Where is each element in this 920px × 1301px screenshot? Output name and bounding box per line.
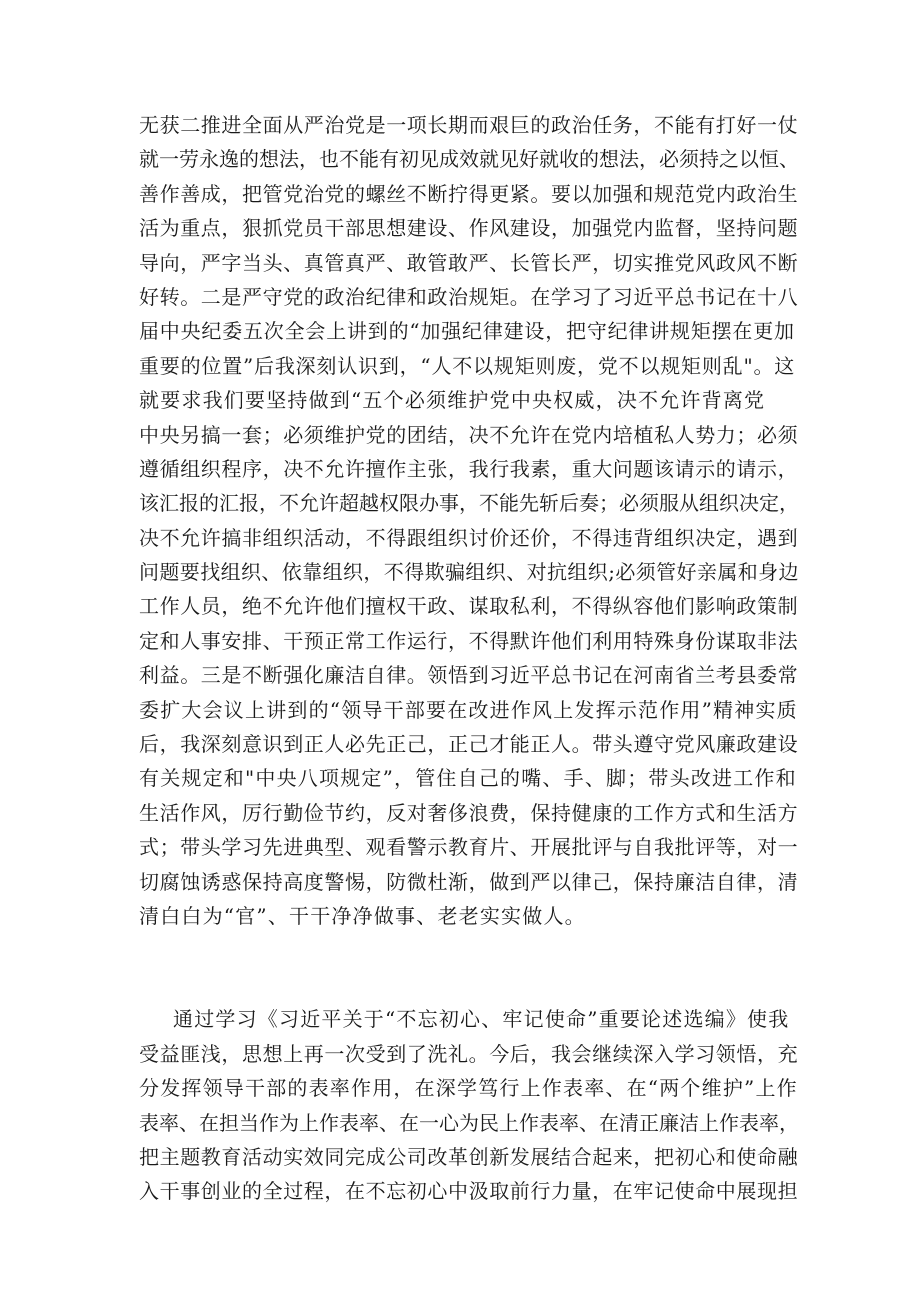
- text-line: 定和人事安排、干预正常工作运行，不得默许他们利用特殊身份谋取非法: [139, 628, 799, 653]
- text-line: 委扩大会议上讲到的“领导干部要在改进作风上发挥示范作用”精神实质: [139, 697, 798, 722]
- text-line: 利益。三是不断强化廉洁自律。领悟到习近平总书记在河南省兰考县委常: [139, 663, 799, 688]
- text-line: 通过学习《习近平关于“不忘初心、牢记使命”重要论述选编》使我: [173, 1007, 790, 1032]
- text-line: 就一劳永逸的想法，也不能有初见成效就见好就收的想法，必须持之以恒、: [139, 147, 799, 172]
- text-line: 清白白为“官”、干干净净做事、老老实实做人。: [139, 903, 586, 928]
- text-line: 后，我深刻意识到正人必先正己，正己才能正人。带头遵守党风廉政建设: [139, 732, 799, 757]
- text-line: 善作善成，把管党治党的螺丝不断拧得更紧。要以加强和规范党内政治生: [139, 181, 799, 206]
- text-line: 受益匪浅，思想上再一次受到了洗礼。今后，我会继续深入学习领悟，充: [139, 1041, 799, 1066]
- text-line: 遵循组织程序，决不允许擅作主张，我行我素，重大问题该请示的请示，: [139, 456, 799, 481]
- text-line: 表率、在担当作为上作表率、在一心为民上作表率、在清正廉洁上作表率，: [139, 1110, 799, 1135]
- text-line: 生活作风，厉行勤俭节约，反对奢侈浪费，保持健康的工作方式和生活方: [139, 800, 799, 825]
- paragraph-1: [139, 108, 799, 933]
- paragraph-2: [139, 1002, 799, 1208]
- text-line: 切腐蚀诱惑保持高度警惕，防微杜渐，做到严以律己，保持廉洁自律，清: [139, 869, 799, 894]
- text-line: 导向，严字当头、真管真严、敢管敢严、长管长严，切实推党风政风不断: [139, 250, 799, 275]
- text-line: 问题要找组织、依靠组织，不得欺骗组织、对抗组织;必须管好亲属和身边: [139, 560, 799, 585]
- text-line: 分发挥领导干部的表率作用，在深学笃行上作表率、在“两个维护”上作: [139, 1076, 798, 1101]
- paragraph-spacer: [139, 933, 799, 1002]
- document-body: [139, 108, 799, 1209]
- text-line: 无获二推进全面从严治党是一项长期而艰巨的政治任务，不能有打好一仗: [139, 113, 799, 137]
- text-line: 入干事创业的全过程，在不忘初心中汲取前行力量，在牢记使命中展现担: [139, 1179, 799, 1204]
- text-line: 就要求我们要坚持做到“五个必须维护党中央权威，决不允许背离党: [139, 388, 766, 413]
- text-line: 把主题教育活动实效同完成公司改革创新发展结合起来，把初心和使命融: [139, 1144, 799, 1169]
- text-line: 中央另搞一套；必须维护党的团结，决不允许在党内培植私人势力；必须: [139, 422, 799, 447]
- text-line: 届中央纪委五次全会上讲到的“加强纪律建设，把守纪律讲规矩摆在更加: [139, 319, 795, 344]
- text-line: 式；带头学习先进典型、观看警示教育片、开展批评与自我批评等，对一: [139, 835, 799, 860]
- text-line: 重要的位置”后我深刻认识到，“人不以规矩则废，党不以规矩则乱"。这: [139, 353, 796, 378]
- text-line: 决不允许搞非组织活动，不得跟组织讨价还价，不得违背组织决定，遇到: [139, 525, 799, 550]
- text-line: 该汇报的汇报，不允许超越权限办事，不能先斩后奏；必须服从组织决定，: [139, 491, 799, 516]
- text-line: 活为重点，狠抓党员干部思想建设、作风建设，加强党内监督，坚持问题: [139, 216, 799, 241]
- text-line: 有关规定和"中央八项规定”，管住自己的嘴、手、脚；带头改进工作和: [139, 766, 797, 791]
- text-line: 工作人员，绝不允许他们擅权干政、谋取私利，不得纵容他们影响政策制: [139, 594, 799, 619]
- text-line: 好转。二是严守党的政治纪律和政治规矩。在学习了习近平总书记在十八: [139, 284, 799, 309]
